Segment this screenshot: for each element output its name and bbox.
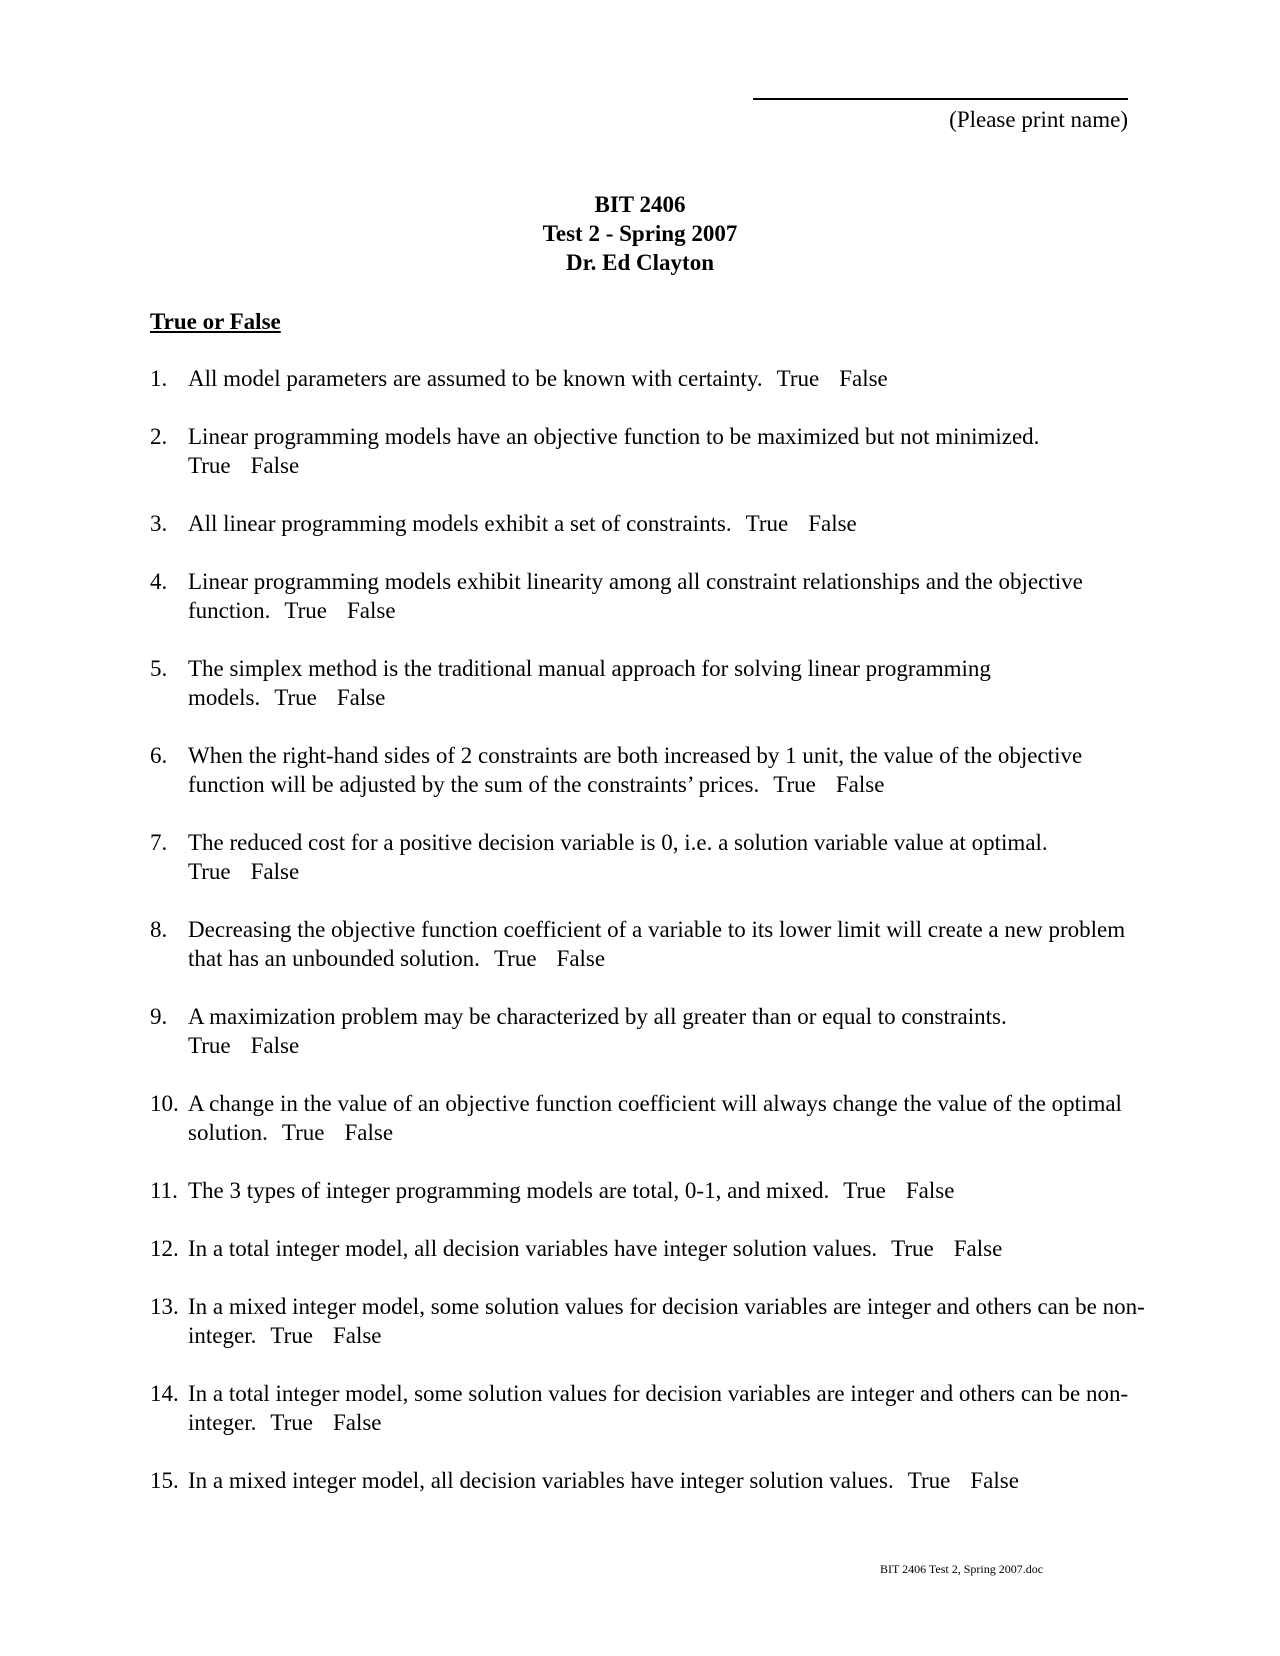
question-number: 4. (150, 569, 168, 594)
question-text: In a total integer model, some solution values for decision variables are integer and others can be non-integer. (188, 1381, 1129, 1435)
false-option[interactable]: False (808, 511, 857, 536)
true-option[interactable]: True (274, 685, 317, 710)
false-option[interactable]: False (250, 453, 300, 478)
question-body (188, 509, 1150, 538)
true-option[interactable]: True (776, 366, 820, 391)
question-number: 5. (150, 656, 168, 681)
question-text: A change in the value of an objective function coefficient will always change the value of the optimal solution. (188, 1091, 1122, 1145)
question-item (150, 741, 1150, 799)
true-false-options (188, 859, 299, 884)
true-false-options (480, 946, 605, 971)
question-list (150, 364, 1150, 1495)
question-item (150, 915, 1150, 973)
question-number: 14. (150, 1381, 179, 1406)
question-body (188, 1379, 1150, 1437)
true-option[interactable]: True (188, 453, 231, 478)
false-option[interactable]: False (250, 859, 300, 884)
test-title: Test 2 - Spring 2007 (542, 221, 738, 246)
question-number: 6. (150, 743, 168, 768)
true-option[interactable]: True (773, 772, 816, 797)
question-number: 3. (150, 511, 168, 536)
false-option[interactable]: False (835, 772, 885, 797)
question-text: In a mixed integer model, all decision variables have integer solution values. (188, 1468, 894, 1493)
document-title-block (0, 190, 1280, 277)
true-false-options (260, 685, 385, 710)
true-option[interactable]: True (188, 1033, 231, 1058)
question-item (150, 828, 1150, 886)
question-item (150, 1002, 1150, 1060)
question-number: 12. (150, 1236, 179, 1261)
question-number: 10. (150, 1091, 179, 1116)
true-false-options (188, 1033, 299, 1058)
question-text: The simplex method is the traditional manual approach for solving linear programming models. (188, 656, 991, 710)
question-body (188, 1176, 1150, 1205)
question-text: The reduced cost for a positive decision variable is 0, i.e. a solution variable value at optimal. (188, 830, 1048, 855)
question-number: 11. (150, 1178, 178, 1203)
footer-filename: BIT 2406 Test 2, Spring 2007.doc (880, 1562, 1044, 1576)
question-item (150, 567, 1150, 625)
true-option[interactable]: True (188, 859, 231, 884)
false-option[interactable]: False (250, 1033, 300, 1058)
question-body (188, 1466, 1150, 1495)
true-false-options (763, 366, 888, 391)
question-item (150, 364, 1150, 393)
question-text: All model parameters are assumed to be known with certainty. (188, 366, 763, 391)
true-false-options (759, 772, 884, 797)
true-option[interactable]: True (891, 1236, 934, 1261)
true-option[interactable]: True (270, 1323, 313, 1348)
question-number: 15. (150, 1468, 179, 1493)
question-item (150, 1379, 1150, 1437)
true-option[interactable]: True (281, 1120, 325, 1145)
true-false-options (829, 1178, 954, 1203)
question-item (150, 1089, 1150, 1147)
question-body (188, 1002, 1150, 1060)
course-title: BIT 2406 (594, 192, 686, 217)
false-option[interactable]: False (839, 366, 888, 391)
false-option[interactable]: False (332, 1323, 382, 1348)
question-text: Linear programming models exhibit linearity among all constraint relationships and the objective function. (188, 569, 1083, 623)
true-option[interactable]: True (907, 1468, 951, 1493)
question-text: When the right-hand sides of 2 constraints are both increased by 1 unit, the value of the objective function will be adjusted by the sum of the constraints’ prices. (188, 743, 1083, 797)
question-text: The 3 types of integer programming models are total, 0-1, and mixed. (188, 1178, 830, 1203)
question-item (150, 1176, 1150, 1205)
question-item (150, 1292, 1150, 1350)
question-body (188, 1292, 1150, 1350)
question-text: Linear programming models have an objective function to be maximized but not minimized. (188, 424, 1040, 449)
question-item (150, 1234, 1150, 1263)
question-item (150, 422, 1150, 480)
name-signature-line[interactable] (753, 98, 1128, 100)
true-false-options (270, 598, 395, 623)
question-number: 1. (150, 366, 168, 391)
question-item (150, 1466, 1150, 1495)
false-option[interactable]: False (336, 685, 386, 710)
name-caption: (Please print name) (949, 107, 1128, 132)
section-heading: True or False (150, 309, 281, 334)
question-item (150, 509, 1150, 538)
true-option[interactable]: True (493, 946, 537, 971)
false-option[interactable]: False (344, 1120, 394, 1145)
true-option[interactable]: True (843, 1178, 886, 1203)
name-field-block (753, 98, 1128, 134)
question-number: 7. (150, 830, 168, 855)
question-text: A maximization problem may be characterized by all greater than or equal to constraints. (188, 1004, 1007, 1029)
question-body (188, 741, 1150, 799)
true-false-options (268, 1120, 393, 1145)
true-option[interactable]: True (745, 511, 789, 536)
question-item (150, 654, 1150, 712)
false-option[interactable]: False (332, 1410, 382, 1435)
question-text: Decreasing the objective function coefficient of a variable to its lower limit will create a new problem that has an unbounded solution. (188, 917, 1126, 971)
true-option[interactable]: True (270, 1410, 313, 1435)
true-false-options (256, 1323, 381, 1348)
question-number: 8. (150, 917, 168, 942)
true-false-options (188, 453, 299, 478)
true-false-options (877, 1236, 1002, 1261)
false-option[interactable]: False (970, 1468, 1019, 1493)
question-body (188, 828, 1150, 886)
question-number: 2. (150, 424, 168, 449)
true-false-options (256, 1410, 381, 1435)
question-text: All linear programming models exhibit a set of constraints. (188, 511, 732, 536)
false-option[interactable]: False (905, 1178, 955, 1203)
question-number: 13. (150, 1294, 179, 1319)
question-body (188, 654, 1150, 712)
true-option[interactable]: True (284, 598, 328, 623)
question-body (188, 422, 1150, 480)
instructor-name: Dr. Ed Clayton (565, 250, 715, 275)
question-body (188, 364, 1150, 393)
question-body (188, 1234, 1150, 1263)
question-text: In a total integer model, all decision variables have integer solution values. (188, 1236, 878, 1261)
false-option[interactable]: False (556, 946, 606, 971)
false-option[interactable]: False (953, 1236, 1003, 1261)
false-option[interactable]: False (347, 598, 396, 623)
true-false-options (732, 511, 857, 536)
question-number: 9. (150, 1004, 168, 1029)
question-body (188, 915, 1150, 973)
question-body (188, 1089, 1150, 1147)
question-body (188, 567, 1150, 625)
true-false-options (894, 1468, 1019, 1493)
question-text: In a mixed integer model, some solution values for decision variables are integer and others can be non-integer. (188, 1294, 1145, 1348)
